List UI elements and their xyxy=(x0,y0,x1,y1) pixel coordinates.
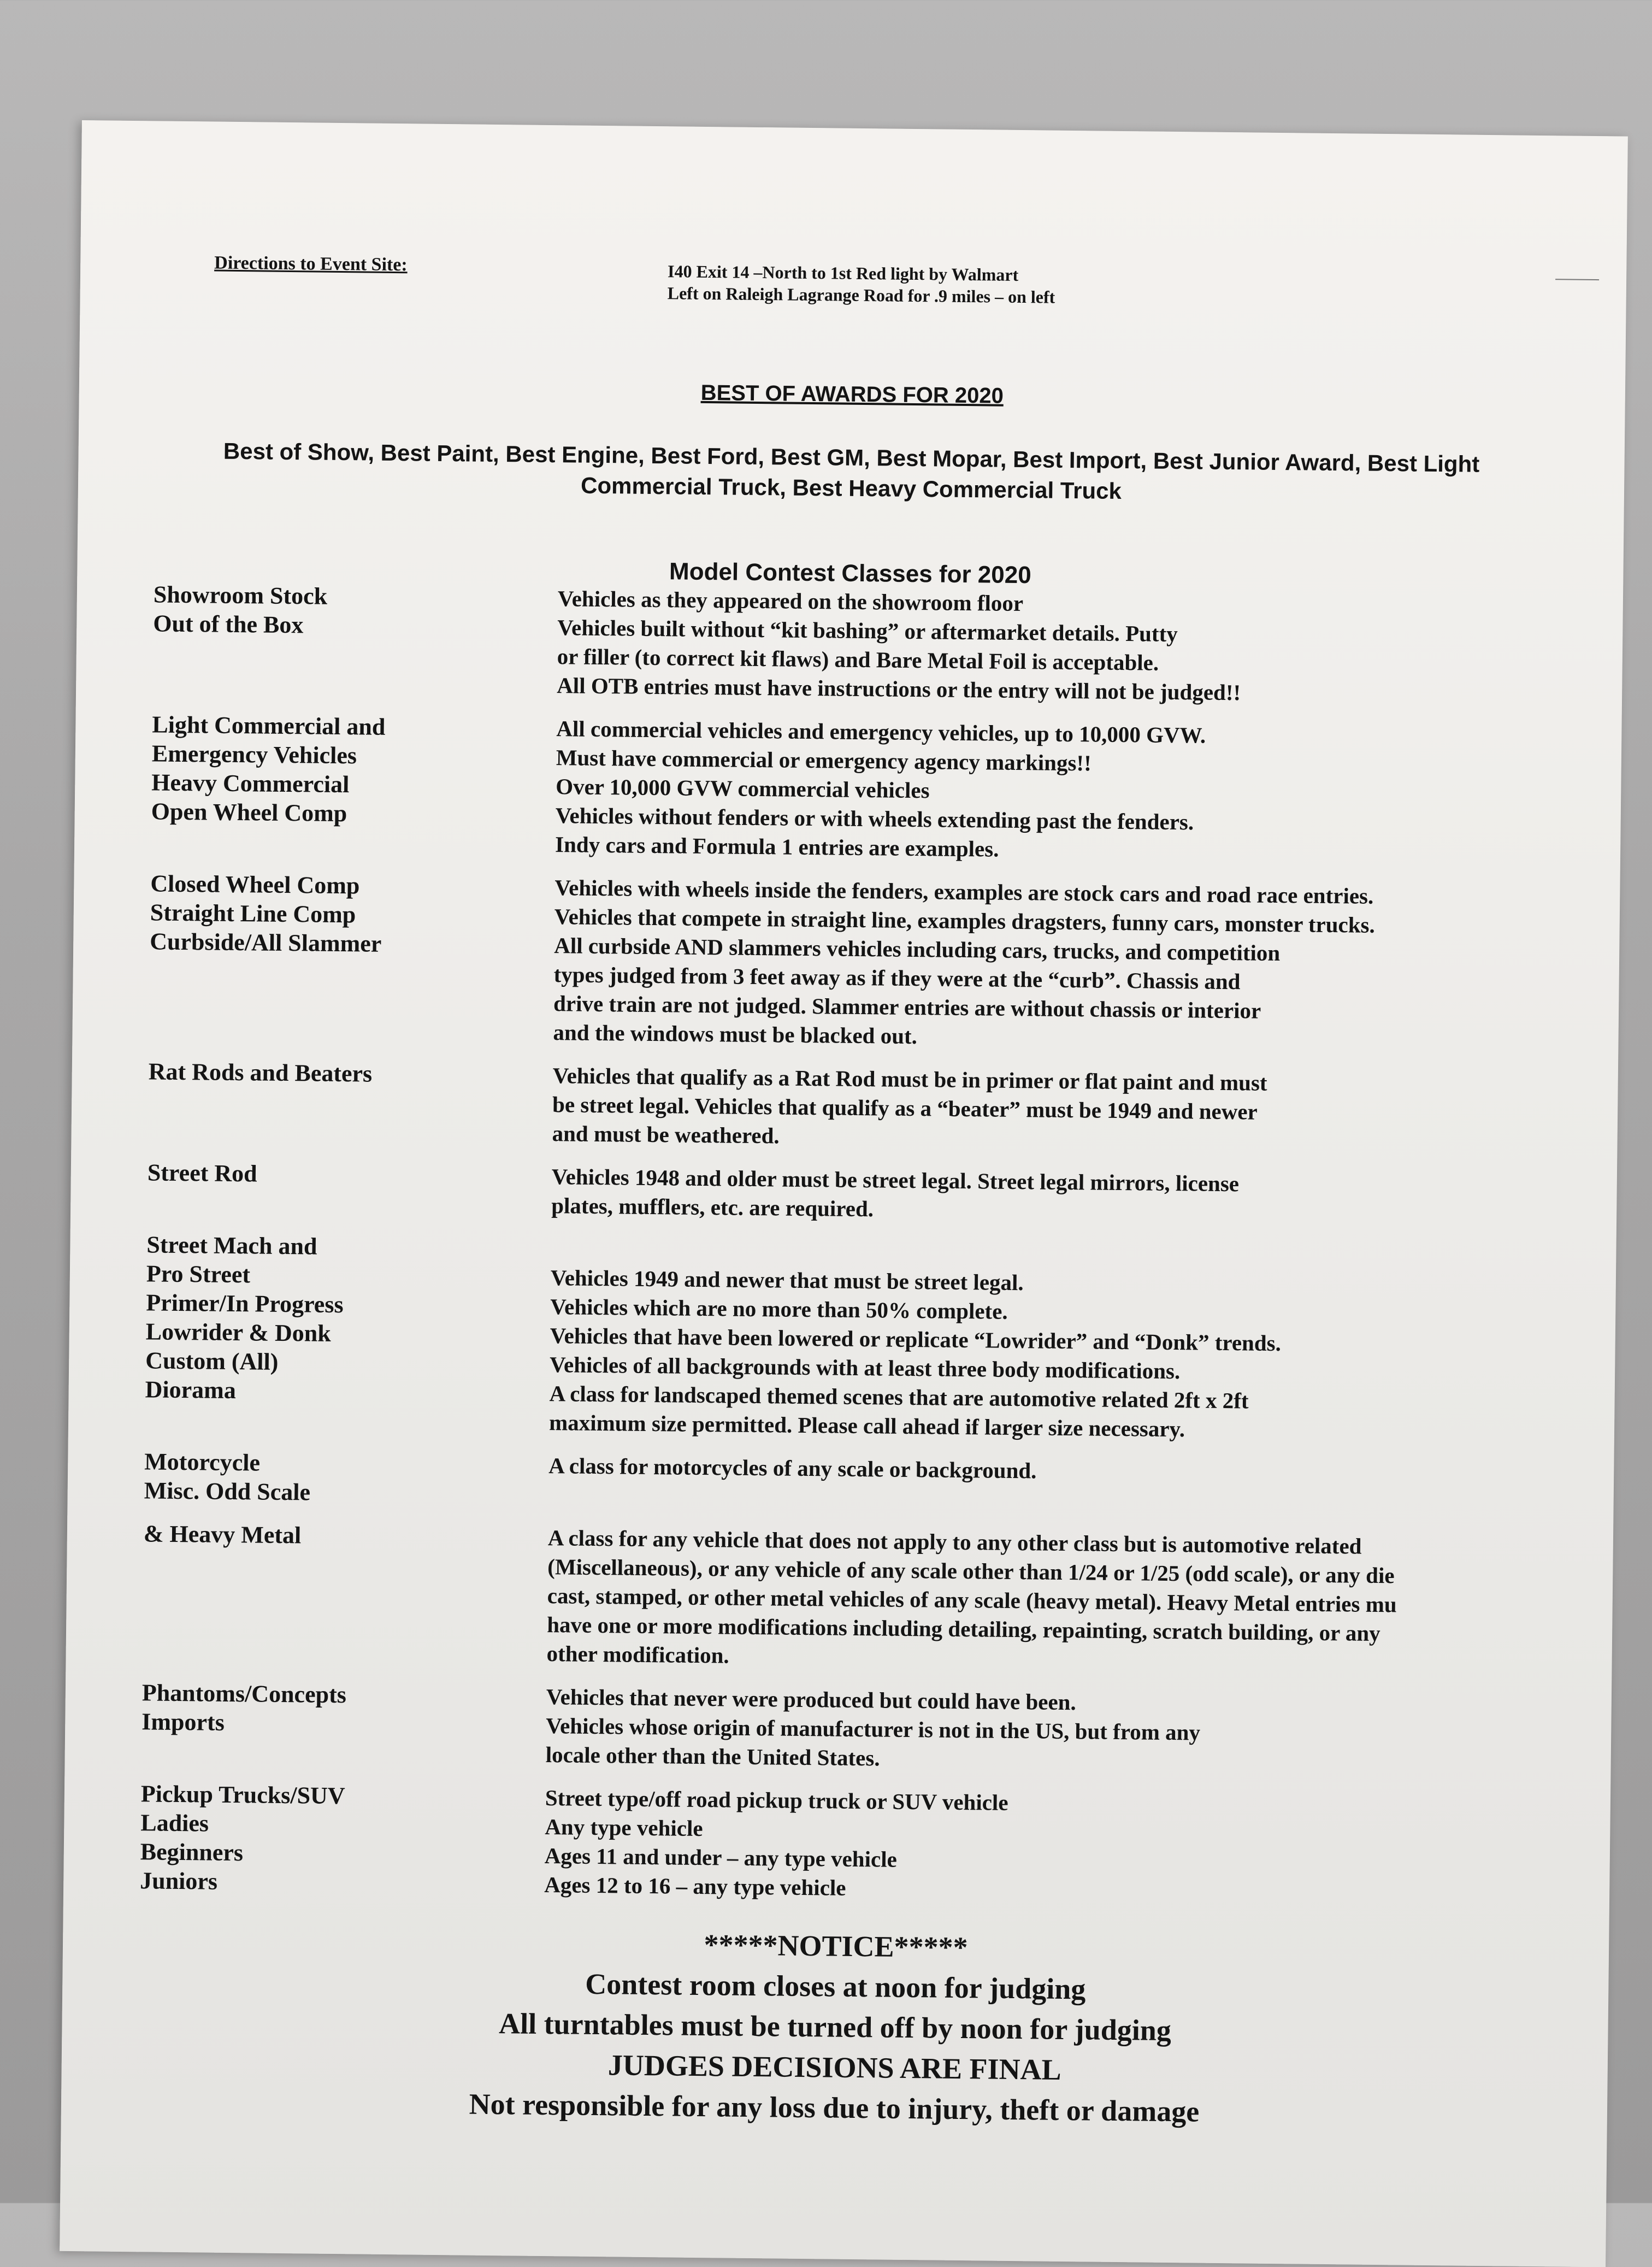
class-name: Rat Rods and Beaters xyxy=(148,1058,373,1087)
class-description: Vehicles which are no more than 50% complete. xyxy=(550,1294,1008,1324)
class-name: Pickup Trucks/SUV xyxy=(140,1780,345,1810)
class-name: Lowrider & Donk xyxy=(145,1318,332,1347)
class-description: Ages 11 and under – any type vehicle xyxy=(544,1843,898,1872)
notice-line: Contest room closes at noon for judging xyxy=(585,1967,1086,2006)
class-description: maximum size permitted. Please call ahead if larger size necessary. xyxy=(548,1410,1185,1442)
class-description: Vehicles built without “kit bashing” or aftermarket details. Putty xyxy=(557,615,1178,647)
class-description: Vehicles without fenders or with wheels extending past the fenders. xyxy=(555,803,1194,835)
class-name: & Heavy Metal xyxy=(143,1520,302,1549)
directions-text xyxy=(668,260,1055,308)
class-description: A class for landscaped themed scenes that are automotive related 2ft x 2ft xyxy=(549,1381,1249,1414)
class-name: Motorcycle xyxy=(144,1448,261,1476)
class-name xyxy=(72,1013,553,1047)
class-description: Indy cars and Formula 1 entries are examples. xyxy=(554,832,999,862)
class-description: A class for motorcycles of any scale or background. xyxy=(548,1453,1037,1483)
class-name: Pro Street xyxy=(146,1260,251,1288)
class-description: cast, stamped, or other metal vehicles of any scale (heavy metal). Heavy Metal entries mu xyxy=(547,1583,1397,1617)
class-name: Emergency Vehicles xyxy=(151,740,357,769)
class-description: Vehicles whose origin of manufacturer is not in the US, but from any xyxy=(546,1713,1201,1745)
class-description: Street type/off road pickup truck or SUV vehicle xyxy=(545,1785,1008,1815)
class-description: and must be weathered. xyxy=(552,1121,780,1149)
class-description: plates, mufflers, etc. are required. xyxy=(551,1193,874,1222)
class-name: Open Wheel Comp xyxy=(151,798,347,827)
class-name: Custom (All) xyxy=(145,1347,279,1375)
class-description: other modification. xyxy=(546,1641,729,1668)
class-name: Out of the Box xyxy=(153,610,304,639)
notice-line: JUDGES DECISIONS ARE FINAL xyxy=(607,2048,1061,2086)
class-name: Closed Wheel Comp xyxy=(150,870,360,899)
notice-line: All turntables must be turned off by noon for judging xyxy=(498,2007,1172,2047)
directions-line-2: Left on Raleigh Lagrange Road for .9 miles – on left xyxy=(667,283,1055,307)
class-name: Ladies xyxy=(140,1809,209,1837)
class-name xyxy=(67,1576,548,1610)
class-name: Juniors xyxy=(140,1867,218,1895)
class-description: Vehicles that qualify as a Rat Rod must be in primer or flat paint and must xyxy=(552,1063,1267,1096)
class-description: Vehicles with wheels inside the fenders, examples are stock cars and road race entries. xyxy=(554,875,1374,909)
document-page xyxy=(60,120,1628,2267)
class-name: Imports xyxy=(141,1708,225,1736)
class-description: locale other than the United States. xyxy=(545,1742,880,1771)
class-description: Vehicles 1948 and older must be street legal. Street legal mirrors, license xyxy=(551,1164,1240,1197)
class-name xyxy=(76,666,557,700)
class-name: Diorama xyxy=(145,1376,237,1404)
class-name: Street Rod xyxy=(147,1159,257,1187)
class-description: All commercial vehicles and emergency vehicles, up to 10,000 GVW. xyxy=(556,716,1206,748)
class-name xyxy=(74,825,556,859)
class-name xyxy=(72,1085,553,1119)
class-name: Straight Line Comp xyxy=(150,899,356,928)
class-name xyxy=(66,1634,547,1668)
class-description: types judged from 3 feet away as if they were at the “curb”. Chassis and xyxy=(553,962,1241,994)
margin-dash xyxy=(1555,279,1599,280)
class-name: Street Mach and xyxy=(146,1231,317,1260)
directions-line-1: I40 Exit 14 –North to 1st Red light by Walmart xyxy=(667,261,1019,285)
contest-title: Model Contest Classes for 2020 xyxy=(669,558,1031,589)
class-description: Vehicles 1949 and newer that must be street legal. xyxy=(550,1265,1024,1296)
class-name: Showroom Stock xyxy=(153,581,328,610)
class-description: Any type vehicle xyxy=(545,1814,703,1841)
class-name xyxy=(64,1735,546,1769)
class-name xyxy=(71,1114,552,1148)
class-description: or filler (to correct kit flaws) and Bare Metal Foil is acceptable. xyxy=(557,644,1159,675)
class-name xyxy=(70,1186,552,1220)
class-description: have one or more modifications including detailing, repainting, scratch building, or any xyxy=(546,1612,1380,1646)
class-description: Over 10,000 GVW commercial vehicles xyxy=(556,774,930,803)
class-name xyxy=(73,984,554,1018)
class-description: Vehicles of all backgrounds with at least three body modifications. xyxy=(549,1352,1181,1384)
class-description: be street legal. Vehicles that qualify as a “beater” must be 1949 and newer xyxy=(552,1092,1258,1124)
class-description: Vehicles as they appeared on the showroom floor xyxy=(557,586,1024,616)
class-name: Phantoms/Concepts xyxy=(141,1679,347,1709)
class-description: Ages 12 to 16 – any type vehicle xyxy=(544,1872,846,1900)
notice-block xyxy=(61,1918,1609,2136)
awards-title: BEST OF AWARDS FOR 2020 xyxy=(700,380,1004,408)
class-name xyxy=(67,1547,548,1581)
contest-classes-list xyxy=(63,579,1623,1911)
class-name: Beginners xyxy=(140,1838,244,1866)
class-description: Vehicles that never were produced but could have been. xyxy=(546,1684,1076,1715)
class-name: Heavy Commercial xyxy=(151,769,350,798)
class-description: All OTB entries must have instructions or the entry will not be judged!! xyxy=(556,673,1241,705)
class-description: and the windows must be blacked out. xyxy=(553,1020,918,1049)
class-description: Vehicles that have been lowered or replicate “Lowrider” and “Donk” trends. xyxy=(550,1323,1282,1356)
class-description: (Miscellaneous), or any vehicle of any scale other than 1/24 or 1/25 (odd scale), or any die xyxy=(547,1554,1395,1588)
class-name: Primer/In Progress xyxy=(146,1289,344,1318)
class-name: Misc. Odd Scale xyxy=(144,1477,311,1506)
class-name xyxy=(66,1605,547,1639)
class-name: Curbside/All Slammer xyxy=(150,928,382,957)
awards-list: Best of Show, Best Paint, Best Engine, Best Ford, Best GM, Best Mopar, Best Import, Best Junior Award, Best Light Commercial Truck, Best Heavy Commercial Truck xyxy=(223,438,1480,504)
class-name: Light Commercial and xyxy=(152,711,386,740)
directions-label: Directions to Event Site: xyxy=(214,252,408,275)
class-description: Must have commercial or emergency agency markings!! xyxy=(556,745,1092,776)
class-description: A class for any vehicle that does not apply to any other class but is automotive related xyxy=(547,1525,1362,1559)
class-name xyxy=(73,955,554,989)
class-description: Vehicles that compete in straight line, examples dragsters, funny cars, monster trucks. xyxy=(554,904,1376,938)
class-name xyxy=(68,1403,550,1437)
class-name xyxy=(76,637,558,671)
notice-line: Not responsible for any loss due to injury, theft or damage xyxy=(469,2087,1200,2128)
class-description: drive train are not judged. Slammer entries are without chassis or interior xyxy=(553,991,1261,1023)
notice-heading: *****NOTICE***** xyxy=(704,1928,968,1964)
class-description: All curbside AND slammers vehicles including cars, trucks, and competition xyxy=(553,933,1281,966)
